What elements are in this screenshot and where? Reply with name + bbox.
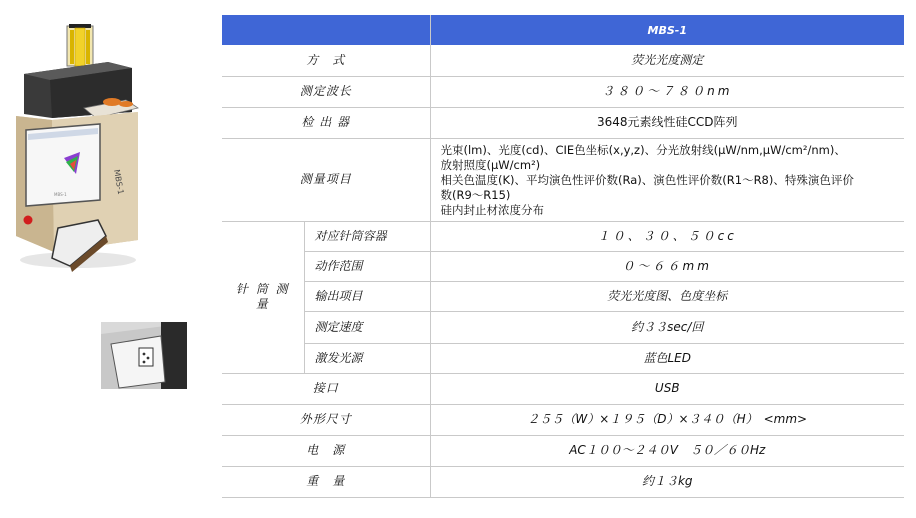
table-row: [222, 435, 904, 466]
items-line: 光束(lm)、光度(cd)、CIE色坐标(x,y,z)、分光放射线(μW/nm,μW/cm²/nm)、: [440, 142, 846, 157]
product-photo: [14, 22, 142, 272]
header-blank-1: [222, 15, 304, 45]
syringe: [75, 28, 85, 66]
power-label: 电 源: [222, 435, 430, 466]
table-row: [222, 373, 904, 404]
wavelength-label: 测定波长: [222, 76, 430, 107]
drawer-sample-slot: [139, 348, 153, 366]
detector-label: 检 出 器: [222, 107, 430, 138]
items-value: [430, 138, 904, 221]
syringe-sub-value: 荧光光度图、色度坐标: [430, 281, 904, 311]
interface-label: 接口: [222, 373, 430, 404]
sample-cap: [103, 98, 121, 106]
method-label: 方 式: [222, 45, 430, 76]
table-row: [222, 466, 904, 497]
weight-value: 约１３kg: [430, 466, 904, 497]
dimensions-label: 外形尺寸: [222, 404, 430, 435]
syringe-sub-value: ０～６６mm: [430, 251, 904, 281]
spec-table: [222, 15, 904, 498]
detector-value: 3648元素线性硅CCD阵列: [430, 107, 904, 138]
model-header: MBS-1: [430, 15, 904, 45]
syringe-sub-value: 蓝色LED: [430, 343, 904, 373]
method-value: 荧光光度测定: [430, 45, 904, 76]
items-line: 放射照度(μW/cm²): [440, 157, 541, 172]
weight-label: 重 量: [222, 466, 430, 497]
drawer-detail-photo: [101, 322, 187, 389]
wavelength-value: ３８０～７８０nm: [430, 76, 904, 107]
svg-text:MBS-1: MBS-1: [54, 192, 67, 197]
table-row: [222, 343, 904, 373]
table-row: [222, 45, 904, 76]
interface-value: USB: [430, 373, 904, 404]
items-label: 测量项目: [222, 138, 430, 221]
syringe-sub-value: １０、３０、５０cc: [430, 221, 904, 251]
syringe-sub-label: 输出项目: [304, 281, 430, 311]
table-row: [222, 107, 904, 138]
power-button: [24, 216, 33, 225]
syringe-sub-label: 对应针筒容器: [304, 221, 430, 251]
items-line: 数(R9～R15): [440, 187, 511, 202]
table-row: [222, 281, 904, 311]
header-blank-2: [304, 15, 430, 45]
table-row: [222, 76, 904, 107]
table-row: [222, 311, 904, 343]
table-row: [222, 251, 904, 281]
table-header-row: [222, 15, 904, 45]
syringe-group-label: 针 筒 测 量: [222, 221, 304, 373]
device-brand-label: MBS-1: [112, 168, 126, 196]
syringe-sub-value: 约３３sec/回: [430, 311, 904, 343]
power-value: AC１００～２４０V ５０／６０Hz: [430, 435, 904, 466]
syringe-sub-label: 测定速度: [304, 311, 430, 343]
table-row: [222, 404, 904, 435]
table-row: [222, 138, 904, 221]
items-line: 硅内封止材浓度分布: [440, 202, 544, 217]
syringe-sub-label: 动作范围: [304, 251, 430, 281]
dimensions-value: ２５５（W）×１９５（D）×３４０（H） <mm>: [430, 404, 904, 435]
table-row: [222, 221, 904, 251]
syringe-sub-label: 激发光源: [304, 343, 430, 373]
items-line: 相关色温度(K)、平均演色性评价数(Ra)、演色性评价数(R1～R8)、特殊演色评价: [440, 172, 854, 187]
